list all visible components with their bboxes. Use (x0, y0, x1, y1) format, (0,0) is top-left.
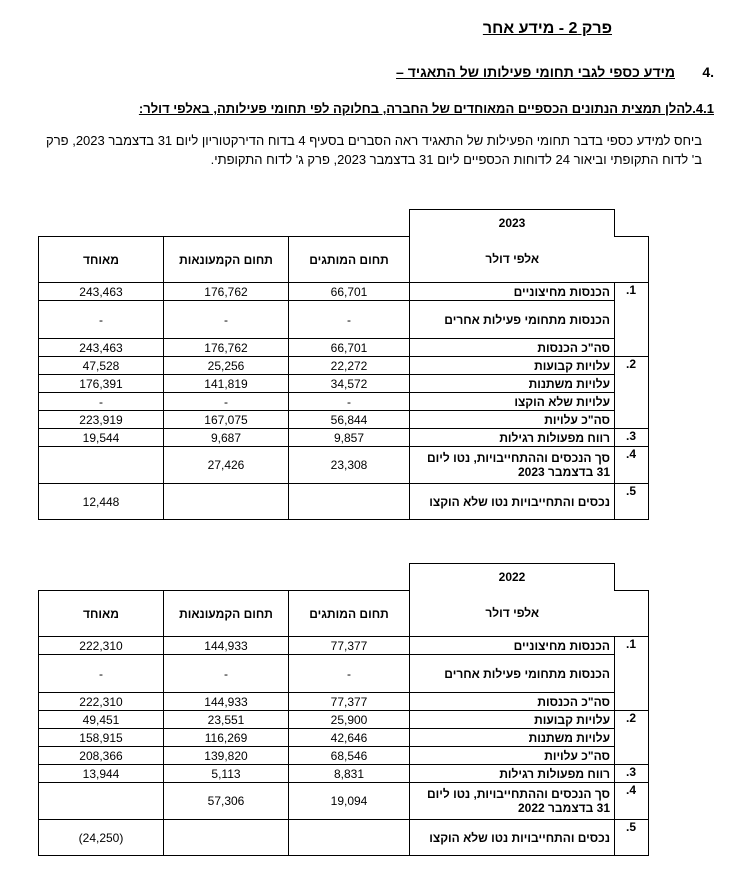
cell-retail: - (164, 393, 289, 411)
table-row (39, 283, 649, 301)
col-header-consolidated: מאוחד (39, 591, 164, 637)
row-label: סה"כ עלויות (410, 747, 615, 765)
row-label: נכסים והתחייבויות נטו שלא הוקצו (410, 820, 615, 856)
cell-consolidated: (24,250) (39, 820, 164, 856)
row-label: רווח מפעולות רגילות (410, 765, 615, 783)
cell-brands: 77,377 (289, 637, 410, 655)
cell-consolidated: 176,391 (39, 375, 164, 393)
col-header-brands: תחום המותגים (289, 237, 410, 283)
cell-brands: 8,831 (289, 765, 410, 783)
cell-brands: 19,094 (289, 783, 410, 820)
row-index: 1. (615, 637, 649, 655)
cell-consolidated: 19,544 (39, 429, 164, 447)
row-label: הכנסות מחיצוניים (410, 283, 615, 301)
row-label: סך הנכסים וההתחייבויות, נטו ליום 31 בדצמבר 2023 (410, 447, 615, 484)
col-header-brands: תחום המותגים (289, 591, 410, 637)
row-label: הכנסות מתחומי פעילות אחרים (410, 655, 615, 693)
cell-brands: 9,857 (289, 429, 410, 447)
cell-consolidated: 47,528 (39, 357, 164, 375)
table-row (39, 747, 649, 765)
cell-brands: 34,572 (289, 375, 410, 393)
cell-consolidated: 208,366 (39, 747, 164, 765)
cell-consolidated: 222,310 (39, 693, 164, 711)
cell-retail: 144,933 (164, 637, 289, 655)
unit-header: אלפי דולר (410, 237, 615, 283)
row-index (615, 411, 649, 429)
row-label: עלויות שלא הוקצו (410, 393, 615, 411)
cell-consolidated: - (39, 301, 164, 339)
col-header-retail: תחום הקמעונאות (164, 237, 289, 283)
row-label: עלויות קבועות (410, 357, 615, 375)
cell-consolidated: 243,463 (39, 339, 164, 357)
cell-retail: - (164, 655, 289, 693)
cell-consolidated: 222,310 (39, 637, 164, 655)
cell-retail: 116,269 (164, 729, 289, 747)
row-index: 2. (615, 711, 649, 729)
cell-brands: 77,377 (289, 693, 410, 711)
cell-retail: 167,075 (164, 411, 289, 429)
row-index: 4. (615, 783, 649, 820)
cell-consolidated (39, 447, 164, 484)
cell-retail: 139,820 (164, 747, 289, 765)
intro-paragraph: ביחס למידע כספי בדבר תחומי הפעילות של התאגיד ראה הסברים בסעיף 4 בדוח הדירקטוריון ליום 31 בדצמבר 2023, פרק ב' לדוח התקופתי וביאור 24 לדוחות הכספיים ליום 31 בדצמבר 2023, פרק ג' לדוח התקופתי. (46, 133, 702, 167)
table-row (39, 429, 649, 447)
row-label: עלויות משתנות (410, 729, 615, 747)
row-index: 3. (615, 429, 649, 447)
cell-consolidated: 13,944 (39, 765, 164, 783)
cell-retail: 141,819 (164, 375, 289, 393)
cell-consolidated (39, 783, 164, 820)
table-row (39, 484, 649, 520)
row-index: 5. (615, 484, 649, 520)
cell-brands: 42,646 (289, 729, 410, 747)
table-row (39, 783, 649, 820)
cell-brands: 23,308 (289, 447, 410, 484)
cell-brands: - (289, 301, 410, 339)
table-row (39, 765, 649, 783)
row-index (615, 339, 649, 357)
cell-retail: 27,426 (164, 447, 289, 484)
row-index (615, 393, 649, 411)
row-label: עלויות קבועות (410, 711, 615, 729)
cell-brands (289, 820, 410, 856)
col-header-consolidated: מאוחד (39, 237, 164, 283)
table-row (39, 339, 649, 357)
cell-retail: 176,762 (164, 339, 289, 357)
row-index: 4. (615, 447, 649, 484)
cell-brands: 68,546 (289, 747, 410, 765)
table-row (39, 820, 649, 856)
cell-consolidated: - (39, 393, 164, 411)
cell-brands: 25,900 (289, 711, 410, 729)
cell-retail: 9,687 (164, 429, 289, 447)
table-row (39, 711, 649, 729)
year-label: 2022 (410, 564, 615, 591)
cell-consolidated: 49,451 (39, 711, 164, 729)
row-label: רווח מפעולות רגילות (410, 429, 615, 447)
financial-table-2023 (38, 209, 649, 520)
cell-retail: 23,551 (164, 711, 289, 729)
cell-consolidated: 158,915 (39, 729, 164, 747)
row-index (615, 375, 649, 393)
row-label: הכנסות מחיצוניים (410, 637, 615, 655)
table-row (39, 301, 649, 339)
financial-table-2022 (38, 563, 649, 856)
cell-brands: - (289, 655, 410, 693)
row-label: סך הנכסים וההתחייבויות, נטו ליום 31 בדצמבר 2022 (410, 783, 615, 820)
part-title: פרק 2 - מידע אחר (482, 20, 612, 37)
row-index (615, 747, 649, 765)
table-row (39, 375, 649, 393)
cell-consolidated: 12,448 (39, 484, 164, 520)
table-row (39, 357, 649, 375)
unit-header: אלפי דולר (410, 591, 615, 637)
cell-brands: - (289, 393, 410, 411)
cell-consolidated: 223,919 (39, 411, 164, 429)
row-label: נכסים והתחייבויות נטו שלא הוקצו (410, 484, 615, 520)
cell-brands: 56,844 (289, 411, 410, 429)
cell-retail: 5,113 (164, 765, 289, 783)
table-row (39, 411, 649, 429)
section-number: 4. (702, 64, 714, 80)
col-header-retail: תחום הקמעונאות (164, 591, 289, 637)
row-index (615, 693, 649, 711)
subsection-title: 4.1.להלן תמצית הנתונים הכספיים המאוחדים של החברה, בחלוקה לפי תחומי פעילותה, באלפי דולר: (138, 101, 714, 116)
section-title: מידע כספי לגבי תחומי פעילותו של התאגיד – (396, 64, 675, 80)
cell-retail: 144,933 (164, 693, 289, 711)
row-label: סה"כ הכנסות (410, 693, 615, 711)
row-label: סה"כ עלויות (410, 411, 615, 429)
cell-retail: 176,762 (164, 283, 289, 301)
table-row (39, 729, 649, 747)
cell-retail: 25,256 (164, 357, 289, 375)
row-index (615, 655, 649, 693)
row-index (615, 301, 649, 339)
cell-brands (289, 484, 410, 520)
cell-retail (164, 820, 289, 856)
row-index: 5. (615, 820, 649, 856)
table-row (39, 655, 649, 693)
year-label: 2023 (410, 210, 615, 237)
row-label: הכנסות מתחומי פעילות אחרים (410, 301, 615, 339)
row-index: 2. (615, 357, 649, 375)
row-label: סה"כ הכנסות (410, 339, 615, 357)
table-row (39, 447, 649, 484)
cell-brands: 66,701 (289, 339, 410, 357)
table-row (39, 393, 649, 411)
cell-consolidated: 243,463 (39, 283, 164, 301)
table-row (39, 637, 649, 655)
row-index (615, 729, 649, 747)
cell-brands: 22,272 (289, 357, 410, 375)
cell-consolidated: - (39, 655, 164, 693)
table-row (39, 693, 649, 711)
cell-retail: - (164, 301, 289, 339)
cell-retail (164, 484, 289, 520)
row-index: 1. (615, 283, 649, 301)
cell-retail: 57,306 (164, 783, 289, 820)
cell-brands: 66,701 (289, 283, 410, 301)
row-label: עלויות משתנות (410, 375, 615, 393)
row-index: 3. (615, 765, 649, 783)
